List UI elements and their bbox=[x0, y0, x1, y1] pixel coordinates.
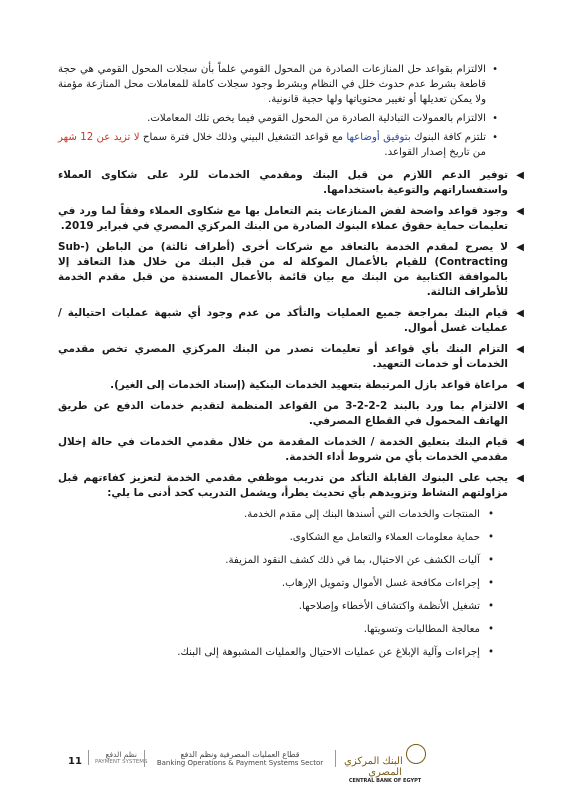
arrow-icon: ◀ bbox=[516, 170, 524, 181]
main-item: ◀ قيام البنك بمراجعة جميع العمليات والتأكد من عدم وجود أي شبهة عمليات احتيالية / عمليات غسل أموال. bbox=[58, 307, 524, 334]
arrow-icon: ◀ bbox=[516, 473, 524, 484]
main-item: ◀ توفير الدعم اللازم من قبل البنك ومقدمي الخدمات للرد على شكاوى العملاء واستفساراتهم والتوعية باستخدامها. bbox=[58, 169, 524, 196]
training-list bbox=[58, 507, 494, 660]
main-item: ◀ قيام البنك بتعليق الخدمة / الخدمات المقدمة من خلال مقدمي الخدمات في حالة إخلال مقدمي الخدمات بأي من شروط أداء الخدمة. bbox=[58, 436, 524, 463]
page-content bbox=[58, 62, 524, 668]
arrow-icon: ◀ bbox=[516, 380, 524, 391]
central-bank-logo: البنك المركزي المصري CENTRAL BANK OF EGYPT bbox=[340, 744, 430, 784]
main-item: ◀ التزام البنك بأي قواعد أو تعليمات تصدر من البنك المركزي المصري تخص مقدمي الخدمات أو خدمات التعهيد. bbox=[58, 343, 524, 370]
cbe-seal-icon bbox=[406, 744, 426, 764]
main-item: ◀ يجب على البنوك القابلة التأكد من تدريب موظفي مقدمي الخدمة لتعزيز كفاءتهم قبل مزاولتهم النشاط وتزويدهم بأي تحديث يطرأ، ويشمل التدريب كحد أدنى ما يلي: bbox=[58, 472, 524, 499]
sub-bullet: • الالتزام بالعمولات التبادلية الصادرة من المحول القومي فيما يخص تلك المعاملات. bbox=[58, 111, 498, 126]
sector-name: قطاع العمليات المصرفية ونظم الدفع Banking Operations & Payment Systems Sector bbox=[144, 750, 336, 767]
main-item-list bbox=[58, 168, 524, 501]
training-item: • معالجة المطالبات وتسويتها. bbox=[58, 622, 494, 637]
training-item: • إجراءات مكافحة غسل الأموال وتمويل الإرهاب. bbox=[58, 576, 494, 591]
main-item: ◀ مراعاة قواعد بازل المرتبطة بتعهيد الخدمات البنكية (إسناد الخدمات إلى الغير). bbox=[110, 379, 524, 391]
arrow-icon: ◀ bbox=[516, 401, 524, 412]
arrow-icon: ◀ bbox=[516, 344, 524, 355]
training-item: • تشغيل الأنظمة واكتشاف الأخطاء وإصلاحها. bbox=[58, 599, 494, 614]
sub-bullet: • الالتزام بقواعد حل المنازعات الصادرة من المحول القومي علماً بأن سجلات المحول القومي هي حجة قاطعة بشرط عدم حدوث خلل في النظام وبشرط وجود سجلات كاملة للمعاملات محل المنازعة مؤمنة ولا يمكن تعديلها أو تغيير محتوياتها ولها حجية قانونية. bbox=[58, 62, 498, 107]
payment-systems-logo: نظم الدفع PAYMENT SYSTEMS bbox=[88, 750, 148, 765]
sub-bullet: • تلتزم كافة البنوك بتوفيق أوضاعها مع قواعد التشغيل البيني وذلك خلال فترة سماح لا تزيد عن 12 شهر من تاريخ إصدار القواعد. bbox=[58, 130, 498, 160]
arrow-icon: ◀ bbox=[516, 308, 524, 319]
arrow-icon: ◀ bbox=[516, 206, 524, 217]
main-item: ◀ وجود قواعد واضحة لفض المنازعات يتم التعامل بها مع شكاوى العملاء وفقاً لما ورد في تعليمات حماية حقوق عملاء البنوك الصادرة من البنك المركزي المصري في فبراير 2019. bbox=[58, 205, 524, 232]
training-item: • المنتجات والخدمات التي أسندها البنك إلى مقدم الخدمة. bbox=[58, 507, 494, 522]
page-number: 11 bbox=[68, 756, 82, 767]
page-footer bbox=[58, 744, 524, 784]
training-item: • إجراءات وآلية الإبلاغ عن عمليات الاحتيال والعمليات المشبوهة إلى البنك. bbox=[58, 645, 494, 660]
training-item: • آليات الكشف عن الاحتيال، بما في ذلك كشف النقود المزيفة. bbox=[58, 553, 494, 568]
arrow-icon: ◀ bbox=[516, 437, 524, 448]
main-item: ◀ لا يصرح لمقدم الخدمة بالتعاقد مع شركات أخرى (أطراف ثالثة) من الباطن (Sub-Contracting) للقيام بالأعمال الموكلة له من قبل البنك من خلال هذا التعاقد إلا بالموافقة الكتابية من البنك مع بيان قائمة بالأعمال المسندة من قبل مقدم الخدمة للأطراف الثالثة. bbox=[58, 241, 524, 298]
main-item: ◀ الالتزام بما ورد بالبند 2-2-2-3 من القواعد المنظمة لتقديم خدمات الدفع عن طريق الهاتف المحمول في القطاع المصرفي. bbox=[58, 400, 524, 427]
arrow-icon: ◀ bbox=[516, 242, 524, 253]
training-item: • حماية معلومات العملاء والتعامل مع الشكاوى. bbox=[58, 530, 494, 545]
sub-bullet-list bbox=[58, 62, 498, 160]
